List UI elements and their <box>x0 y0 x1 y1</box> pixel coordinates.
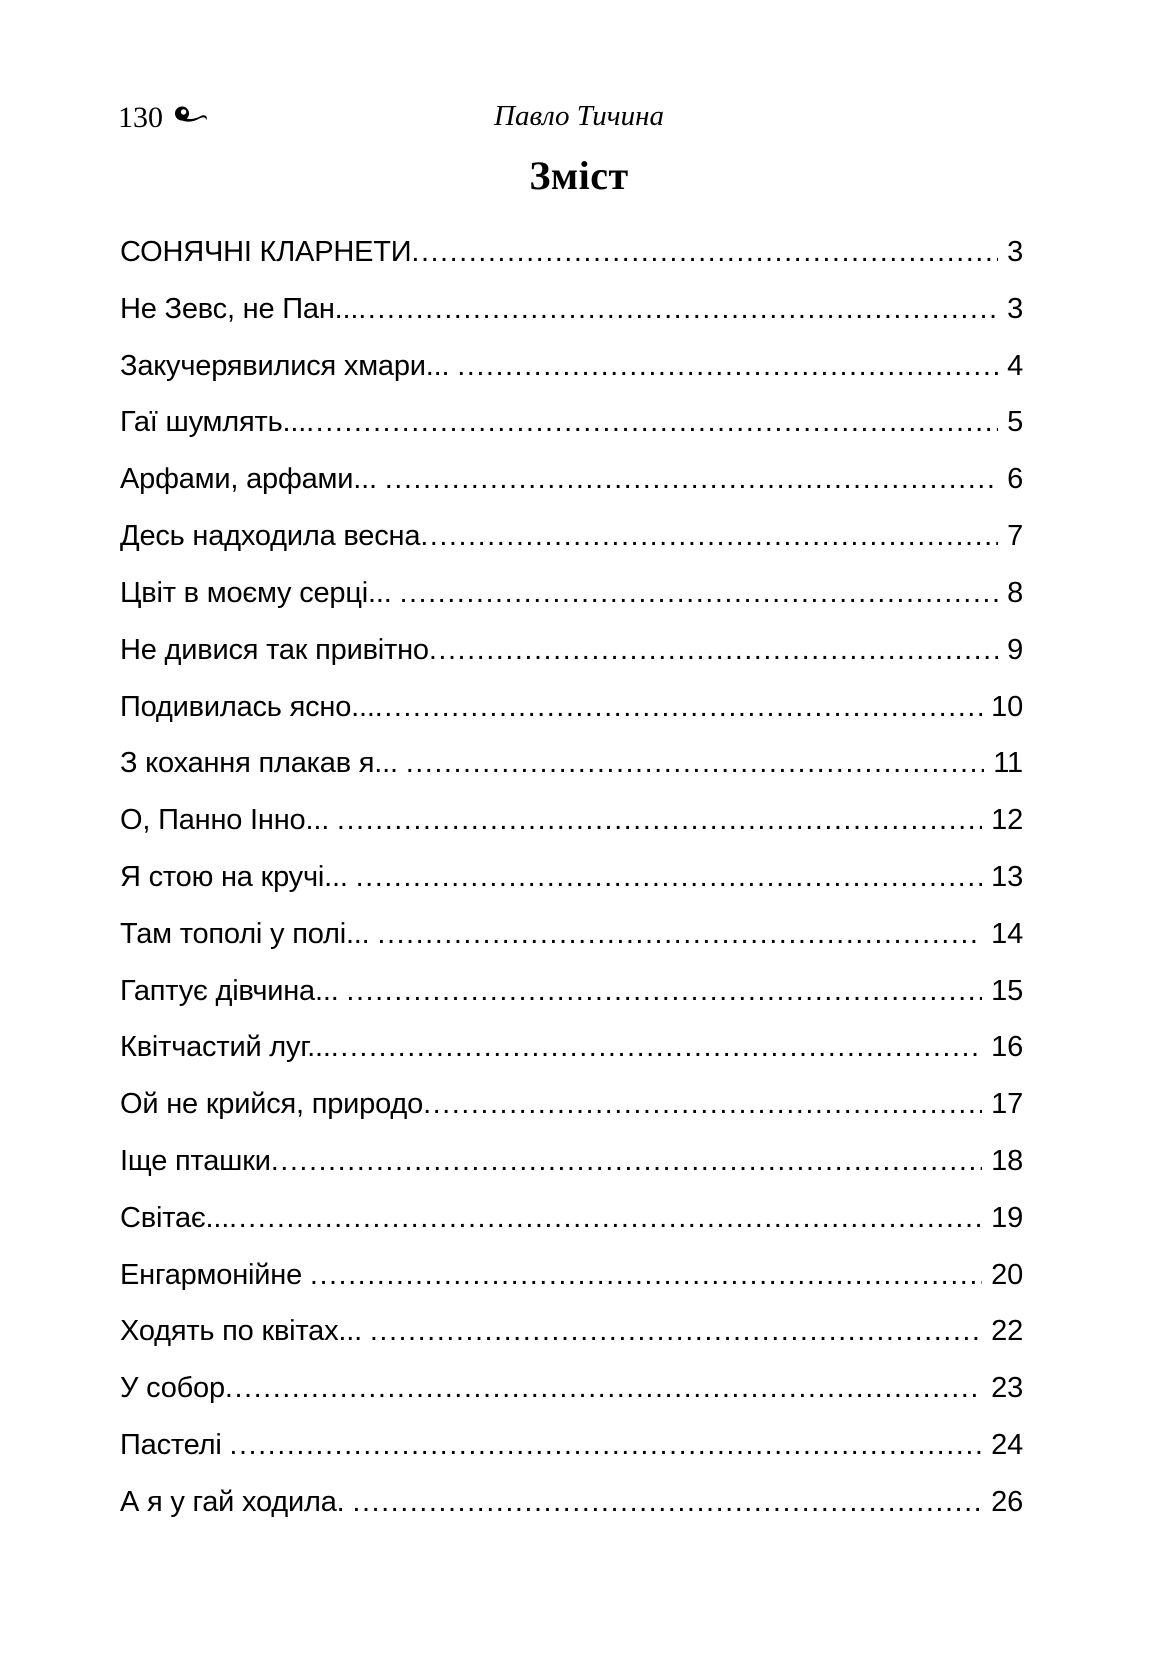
toc-entry-page: 3 <box>1007 236 1023 268</box>
dot-leader <box>399 565 998 622</box>
toc-entry-title: Пастелі <box>120 1429 230 1462</box>
toc-entry-page: 10 <box>991 690 1023 723</box>
toc-entry-page: 8 <box>1007 576 1023 609</box>
dot-leader <box>331 1019 982 1076</box>
toc-entry <box>120 906 1023 963</box>
toc-entry-page: 15 <box>991 974 1023 1007</box>
toc-entry-title: Іще пташки <box>120 1145 271 1177</box>
toc-entry-title: Гаї шумлять... <box>120 406 307 439</box>
dot-leader <box>271 1133 982 1190</box>
toc-entry-page: 23 <box>991 1372 1023 1405</box>
toc-entry-page: 12 <box>991 804 1023 837</box>
toc-entry-title: О, Панно Інно... <box>120 804 337 837</box>
toc-entry <box>120 622 1023 679</box>
toc-entry <box>120 792 1023 849</box>
toc-entry-page: 26 <box>991 1485 1023 1518</box>
dot-leader <box>352 1474 982 1531</box>
toc-entry-title: Квітчастий луг... <box>120 1031 331 1064</box>
dot-leader <box>375 679 982 736</box>
folio-number: 130 <box>118 101 163 134</box>
dot-leader <box>411 224 998 281</box>
toc-entry-page: 19 <box>991 1201 1023 1234</box>
toc-entry-page: 20 <box>991 1258 1023 1291</box>
dot-leader <box>225 1360 982 1417</box>
toc-entry-title: Подивилась ясно... <box>120 690 375 723</box>
toc-entry-page: 6 <box>1007 463 1023 496</box>
toc-entry <box>120 508 1023 565</box>
toc-entry <box>120 1417 1023 1474</box>
toc-entry-title: З кохання плакав я... <box>120 747 406 780</box>
dot-leader <box>337 792 982 849</box>
toc-entry-page: 14 <box>991 917 1023 950</box>
toc-entry-page: 24 <box>991 1429 1023 1462</box>
toc-entry <box>120 1247 1023 1304</box>
toc-entry-page: 13 <box>991 860 1023 893</box>
toc-entry <box>120 679 1023 736</box>
toc-entry <box>120 281 1023 338</box>
toc-entry <box>120 224 1023 281</box>
dot-leader <box>385 451 998 508</box>
dot-leader <box>229 1417 982 1474</box>
toc-entry <box>120 394 1023 451</box>
toc-list <box>120 224 1023 1531</box>
dot-leader <box>423 1076 982 1133</box>
toc-entry-title: Енгармонійне <box>120 1258 310 1291</box>
toc-entry-title: СОНЯЧНІ КЛАРНЕТИ <box>120 236 412 268</box>
toc-entry-page: 18 <box>991 1145 1023 1177</box>
toc-entry <box>120 1019 1023 1076</box>
toc-entry-page: 9 <box>1007 633 1023 666</box>
fleuron-icon <box>172 103 209 135</box>
toc-entry <box>120 963 1023 1020</box>
toc-entry <box>120 735 1023 792</box>
toc-entry-page: 17 <box>991 1088 1023 1121</box>
toc-entry-title: Ой не крийся, природо <box>120 1088 424 1121</box>
toc-entry-title: А я у гай ходила. <box>120 1485 353 1518</box>
dot-leader <box>377 906 982 963</box>
dot-leader <box>229 1190 982 1247</box>
toc-entry <box>120 1303 1023 1360</box>
dot-leader <box>358 281 998 338</box>
toc-entry-page: 3 <box>1007 292 1023 325</box>
toc-entry-title: Ходять по квітах... <box>120 1315 370 1348</box>
toc-entry-page: 7 <box>1007 520 1023 553</box>
toc-entry <box>120 1076 1023 1133</box>
toc-entry-page: 16 <box>991 1031 1023 1064</box>
folio <box>118 101 209 135</box>
toc-entry <box>120 1360 1023 1417</box>
toc-entry-title: Світає... <box>120 1201 230 1234</box>
dot-leader <box>406 735 985 792</box>
toc-entry-title: Арфами, арфами... <box>120 463 385 496</box>
dot-leader <box>457 338 998 395</box>
toc-entry-title: Не Зевс, не Пан... <box>120 292 359 325</box>
toc-entry <box>120 565 1023 622</box>
dot-leader <box>356 849 983 906</box>
dot-leader <box>429 622 998 679</box>
toc-entry-title: Гаптує дівчина... <box>120 974 347 1007</box>
page-header <box>0 100 1158 134</box>
toc-entry-title: Я стою на кручі... <box>120 860 356 893</box>
toc-entry-title: Не дивися так привітно <box>120 633 429 666</box>
toc-entry-page: 4 <box>1007 349 1023 382</box>
dot-leader <box>346 963 982 1020</box>
page-title: Зміст <box>529 153 629 198</box>
toc-entry-page: 5 <box>1007 406 1023 439</box>
toc-entry <box>120 1474 1023 1531</box>
toc-entry-title: Десь надходила весна <box>120 520 421 553</box>
dot-leader <box>310 1247 982 1304</box>
dot-leader <box>420 508 998 565</box>
toc-entry <box>120 1133 1023 1190</box>
toc-entry-title: Закучерявилися хмари... <box>120 349 458 382</box>
toc-entry <box>120 1190 1023 1247</box>
toc-entry-title: Там тополі у полі... <box>120 917 378 950</box>
dot-leader <box>306 394 998 451</box>
dot-leader <box>370 1303 982 1360</box>
toc-entry <box>120 451 1023 508</box>
toc-entry-title: У собор <box>120 1372 225 1405</box>
toc-entry <box>120 849 1023 906</box>
toc-entry-page: 11 <box>993 747 1023 780</box>
toc-entry-title: Цвіт в моєму серці... <box>120 576 400 609</box>
toc-entry-page: 22 <box>991 1315 1023 1348</box>
toc-entry <box>120 338 1023 395</box>
running-title: Павло Тичина <box>494 100 664 132</box>
